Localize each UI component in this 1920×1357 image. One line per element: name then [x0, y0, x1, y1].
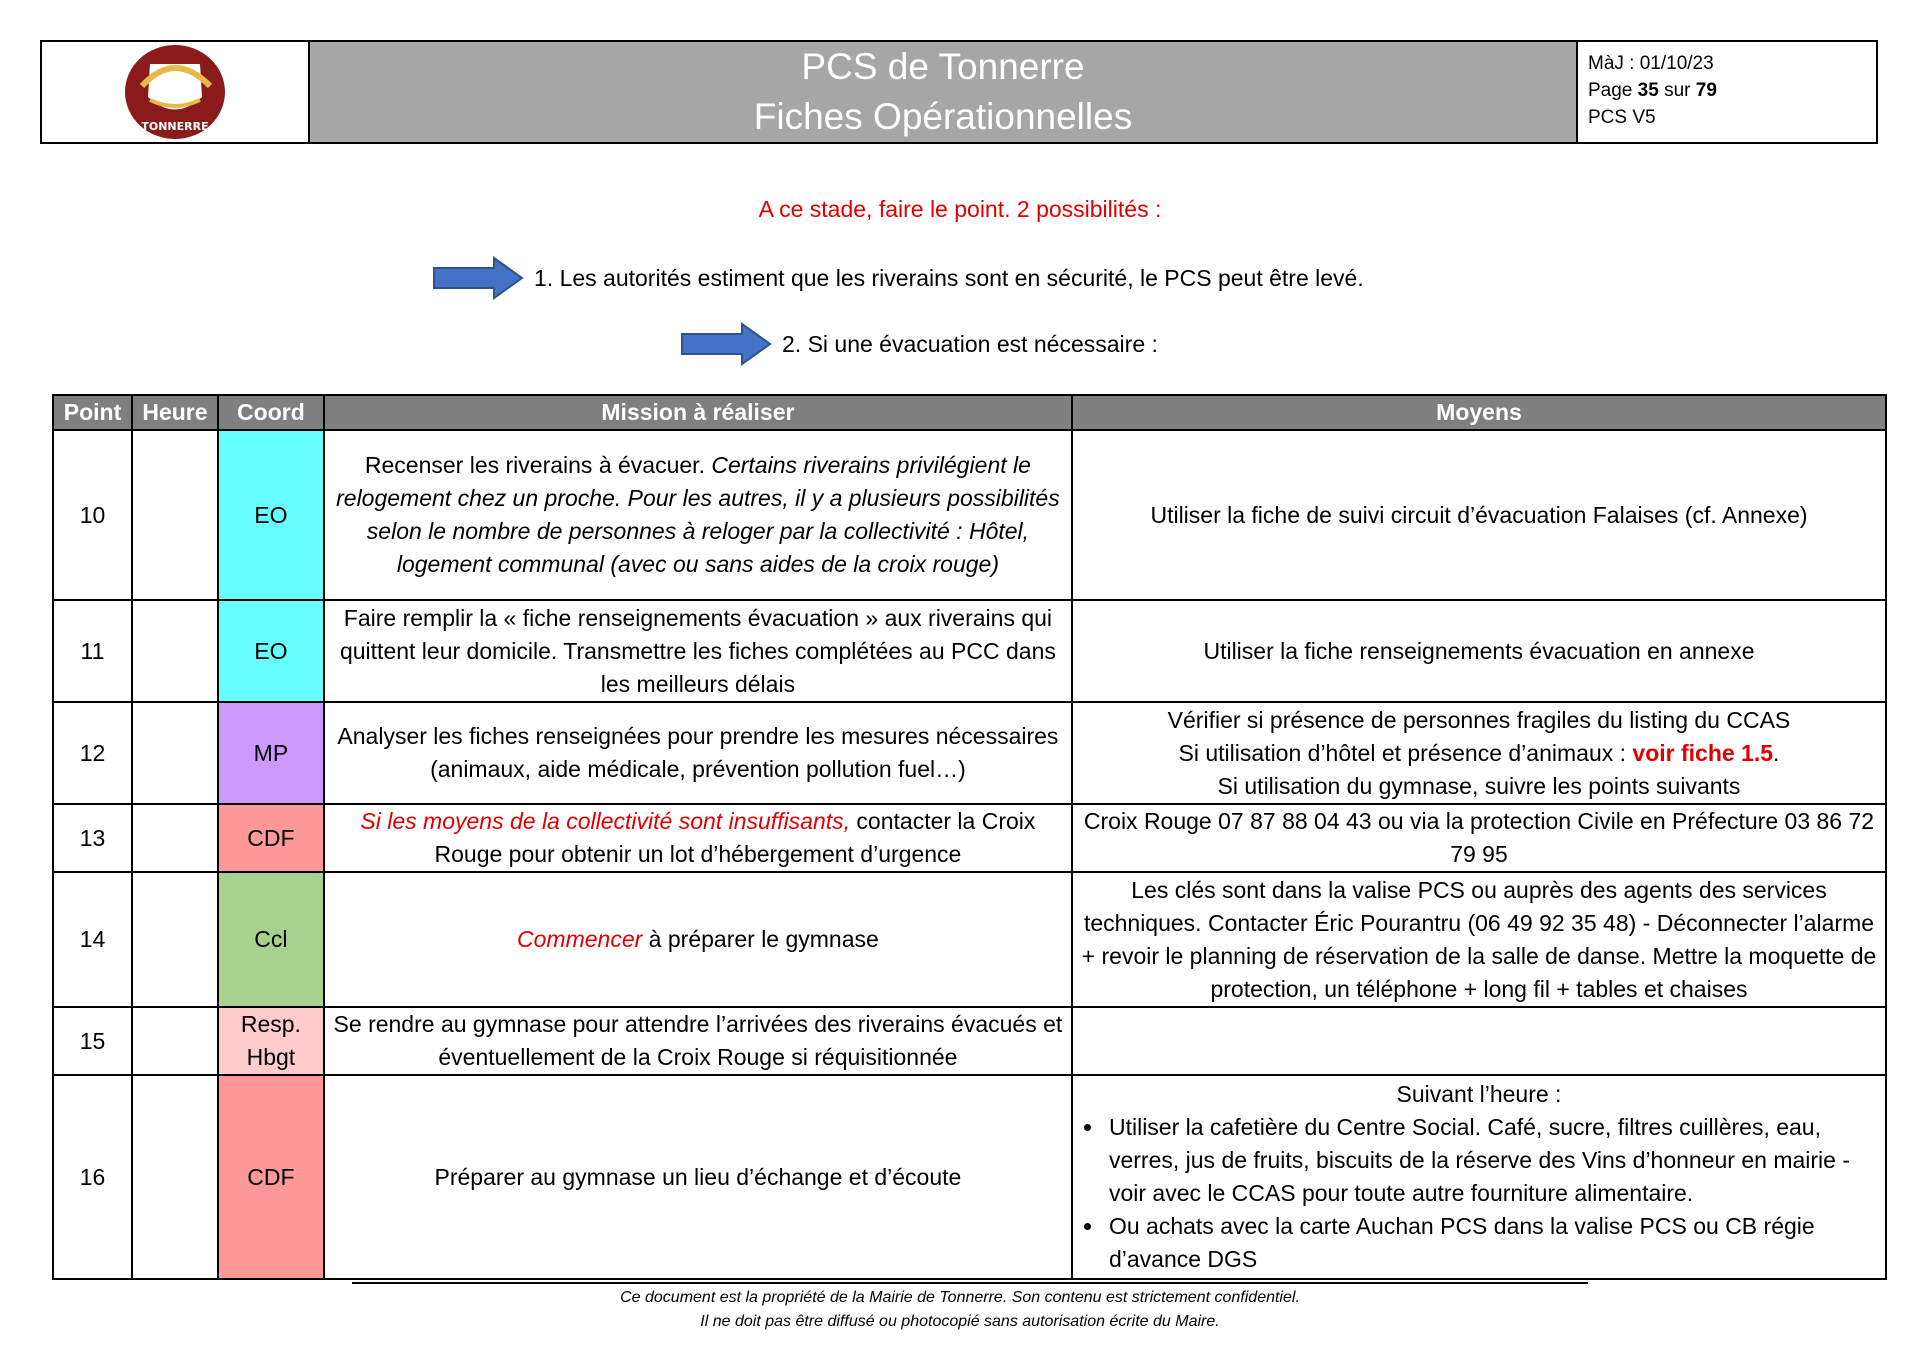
page-label: Page — [1588, 80, 1633, 101]
header-moyens: Moyens — [1072, 395, 1886, 430]
tonnerre-logo — [120, 42, 230, 142]
mission-text: à préparer le gymnase — [642, 926, 879, 952]
point-cell: 12 — [53, 702, 132, 804]
coord-cell: CDF — [218, 804, 324, 872]
moyens-cell: Utiliser la fiche renseignements évacuation en annexe — [1072, 600, 1886, 702]
title-line-2: Fiches Opérationnelles — [753, 96, 1133, 137]
logo-cell — [42, 42, 310, 142]
point-cell: 16 — [53, 1075, 132, 1279]
list-item: • Ou achats avec la carte Auchan PCS dans la valise PCS ou CB régie d’avance DGS — [1105, 1210, 1879, 1276]
mission-note: Certains riverains privilégient le relogement chez un proche. Pour les autres, il y a plusieurs possibilités selon le nombre de personnes à reloger par la collectivité : Hôtel, logement communal (avec ou sans aides de la croix rouge) — [336, 452, 1060, 577]
point-cell: 13 — [53, 804, 132, 872]
mission-text: contacter la Croix Rouge pour obtenir un lot d’hébergement d’urgence — [434, 808, 1036, 867]
page-counter — [1588, 77, 1866, 104]
option-2 — [680, 322, 1158, 366]
mission-cell: Préparer au gymnase un lieu d’échange et d’écoute — [324, 1075, 1072, 1279]
mission-cell — [324, 872, 1072, 1007]
right-arrow-icon — [432, 256, 524, 300]
mission-cell: Se rendre au gymnase pour attendre l’arrivées des riverains évacués et éventuellement de la Croix Rouge si réquisitionnée — [324, 1007, 1072, 1075]
heure-cell — [132, 1075, 218, 1279]
header-heure: Heure — [132, 395, 218, 430]
footer-line-2: Il ne doit pas être diffusé ou photocopié sans autorisation écrite du Maire. — [700, 1313, 1220, 1330]
point-cell: 14 — [53, 872, 132, 1007]
mission-emphasis: Commencer — [517, 926, 643, 952]
moyens-intro: Suivant l’heure : — [1396, 1081, 1562, 1107]
page-total: 79 — [1695, 80, 1717, 101]
option-1 — [432, 256, 1364, 300]
coord-cell: EO — [218, 430, 324, 600]
document-header — [40, 40, 1878, 144]
coord-cell: CDF — [218, 1075, 324, 1279]
table-row — [53, 804, 1886, 872]
point-cell: 10 — [53, 430, 132, 600]
footer-divider — [352, 1282, 1588, 1284]
mission-cell — [324, 804, 1072, 872]
mission-condition: Si les moyens de la collectivité sont insuffisants, — [360, 808, 851, 834]
table-row — [53, 1007, 1886, 1075]
page-sep: sur — [1664, 80, 1691, 101]
option-2-text: 2. Si une évacuation est nécessaire : — [782, 330, 1158, 357]
heure-cell — [132, 872, 218, 1007]
point-cell: 11 — [53, 600, 132, 702]
header-title — [310, 42, 1578, 142]
list-item: • Utiliser la cafetière du Centre Social. Café, sucre, filtres cuillères, eau, verres, jus de fruits, biscuits de la réserve des Vins d’honneur en mairie - voir avec le CCAS pour toute autre fourniture alimentaire. — [1105, 1111, 1879, 1210]
moyens-cell — [1072, 1007, 1886, 1075]
header-mission: Mission à réaliser — [324, 395, 1072, 430]
moyens-bullet-list — [1079, 1111, 1879, 1276]
mission-cell: Analyser les fiches renseignées pour prendre les mesures nécessaires (animaux, aide médicale, prévention pollution fuel…) — [324, 702, 1072, 804]
moyens-line: Vérifier si présence de personnes fragiles du listing du CCAS — [1167, 706, 1791, 733]
table-header-row — [53, 395, 1886, 430]
confidentiality-footer — [0, 1286, 1920, 1334]
point-cell: 15 — [53, 1007, 132, 1075]
title-line-1: PCS de Tonnerre — [801, 46, 1085, 87]
fiche-reference-link[interactable]: voir fiche 1.5 — [1632, 739, 1774, 766]
moyens-cell: Utiliser la fiche de suivi circuit d’évacuation Falaises (cf. Annexe) — [1072, 430, 1886, 600]
footer-line-1: Ce document est la propriété de la Mairie de Tonnerre. Son contenu est strictement confidentiel. — [620, 1289, 1300, 1306]
moyens-line — [1079, 737, 1879, 770]
header-point: Point — [53, 395, 132, 430]
heure-cell — [132, 430, 218, 600]
logo-text: TONNERRE — [141, 120, 209, 133]
table-row — [53, 872, 1886, 1007]
table-row — [53, 600, 1886, 702]
intro-headline: A ce stade, faire le point. 2 possibilités : — [758, 196, 1162, 222]
moyens-cell: Croix Rouge 07 87 88 04 43 ou via la protection Civile en Préfecture 03 86 72 79 95 — [1072, 804, 1886, 872]
mission-cell: Faire remplir la « fiche renseignements évacuation » aux riverains qui quittent leur domicile. Transmettre les fiches complétées au PCC dans les meilleurs délais — [324, 600, 1072, 702]
heure-cell — [132, 600, 218, 702]
heure-cell — [132, 1007, 218, 1075]
mission-table — [52, 394, 1887, 1280]
moyens-cell: Les clés sont dans la valise PCS ou auprès des agents des services techniques. Contacter Éric Pourantru (06 49 92 35 48) - Déconnecter l’alarme + revoir le planning de réservation de la salle de danse. Mettre la moquette de protection, un téléphone + long fil + tables et chaises — [1072, 872, 1886, 1007]
page-number: 35 — [1637, 80, 1659, 101]
coord-cell: MP — [218, 702, 324, 804]
update-date: MàJ : 01/10/23 — [1588, 53, 1714, 74]
table-row — [53, 702, 1886, 804]
mission-cell — [324, 430, 1072, 600]
heure-cell — [132, 804, 218, 872]
moyens-cell — [1072, 1075, 1886, 1279]
mission-text: Recenser les riverains à évacuer. — [364, 452, 712, 478]
header-coord: Coord — [218, 395, 324, 430]
right-arrow-icon — [680, 322, 772, 366]
moyens-text: . — [1773, 739, 1780, 766]
option-1-text: 1. Les autorités estiment que les riverains sont en sécurité, le PCS peut être levé. — [534, 264, 1364, 291]
coord-cell: EO — [218, 600, 324, 702]
header-meta — [1578, 42, 1876, 142]
moyens-line: Si utilisation du gymnase, suivre les points suivants — [1217, 772, 1741, 799]
coord-cell: Ccl — [218, 872, 324, 1007]
table-row — [53, 1075, 1886, 1279]
table-row — [53, 430, 1886, 600]
heure-cell — [132, 702, 218, 804]
moyens-cell — [1072, 702, 1886, 804]
version: PCS V5 — [1588, 107, 1656, 128]
coord-cell: Resp. Hbgt — [218, 1007, 324, 1075]
moyens-text: Si utilisation d’hôtel et présence d’animaux : — [1178, 739, 1633, 766]
